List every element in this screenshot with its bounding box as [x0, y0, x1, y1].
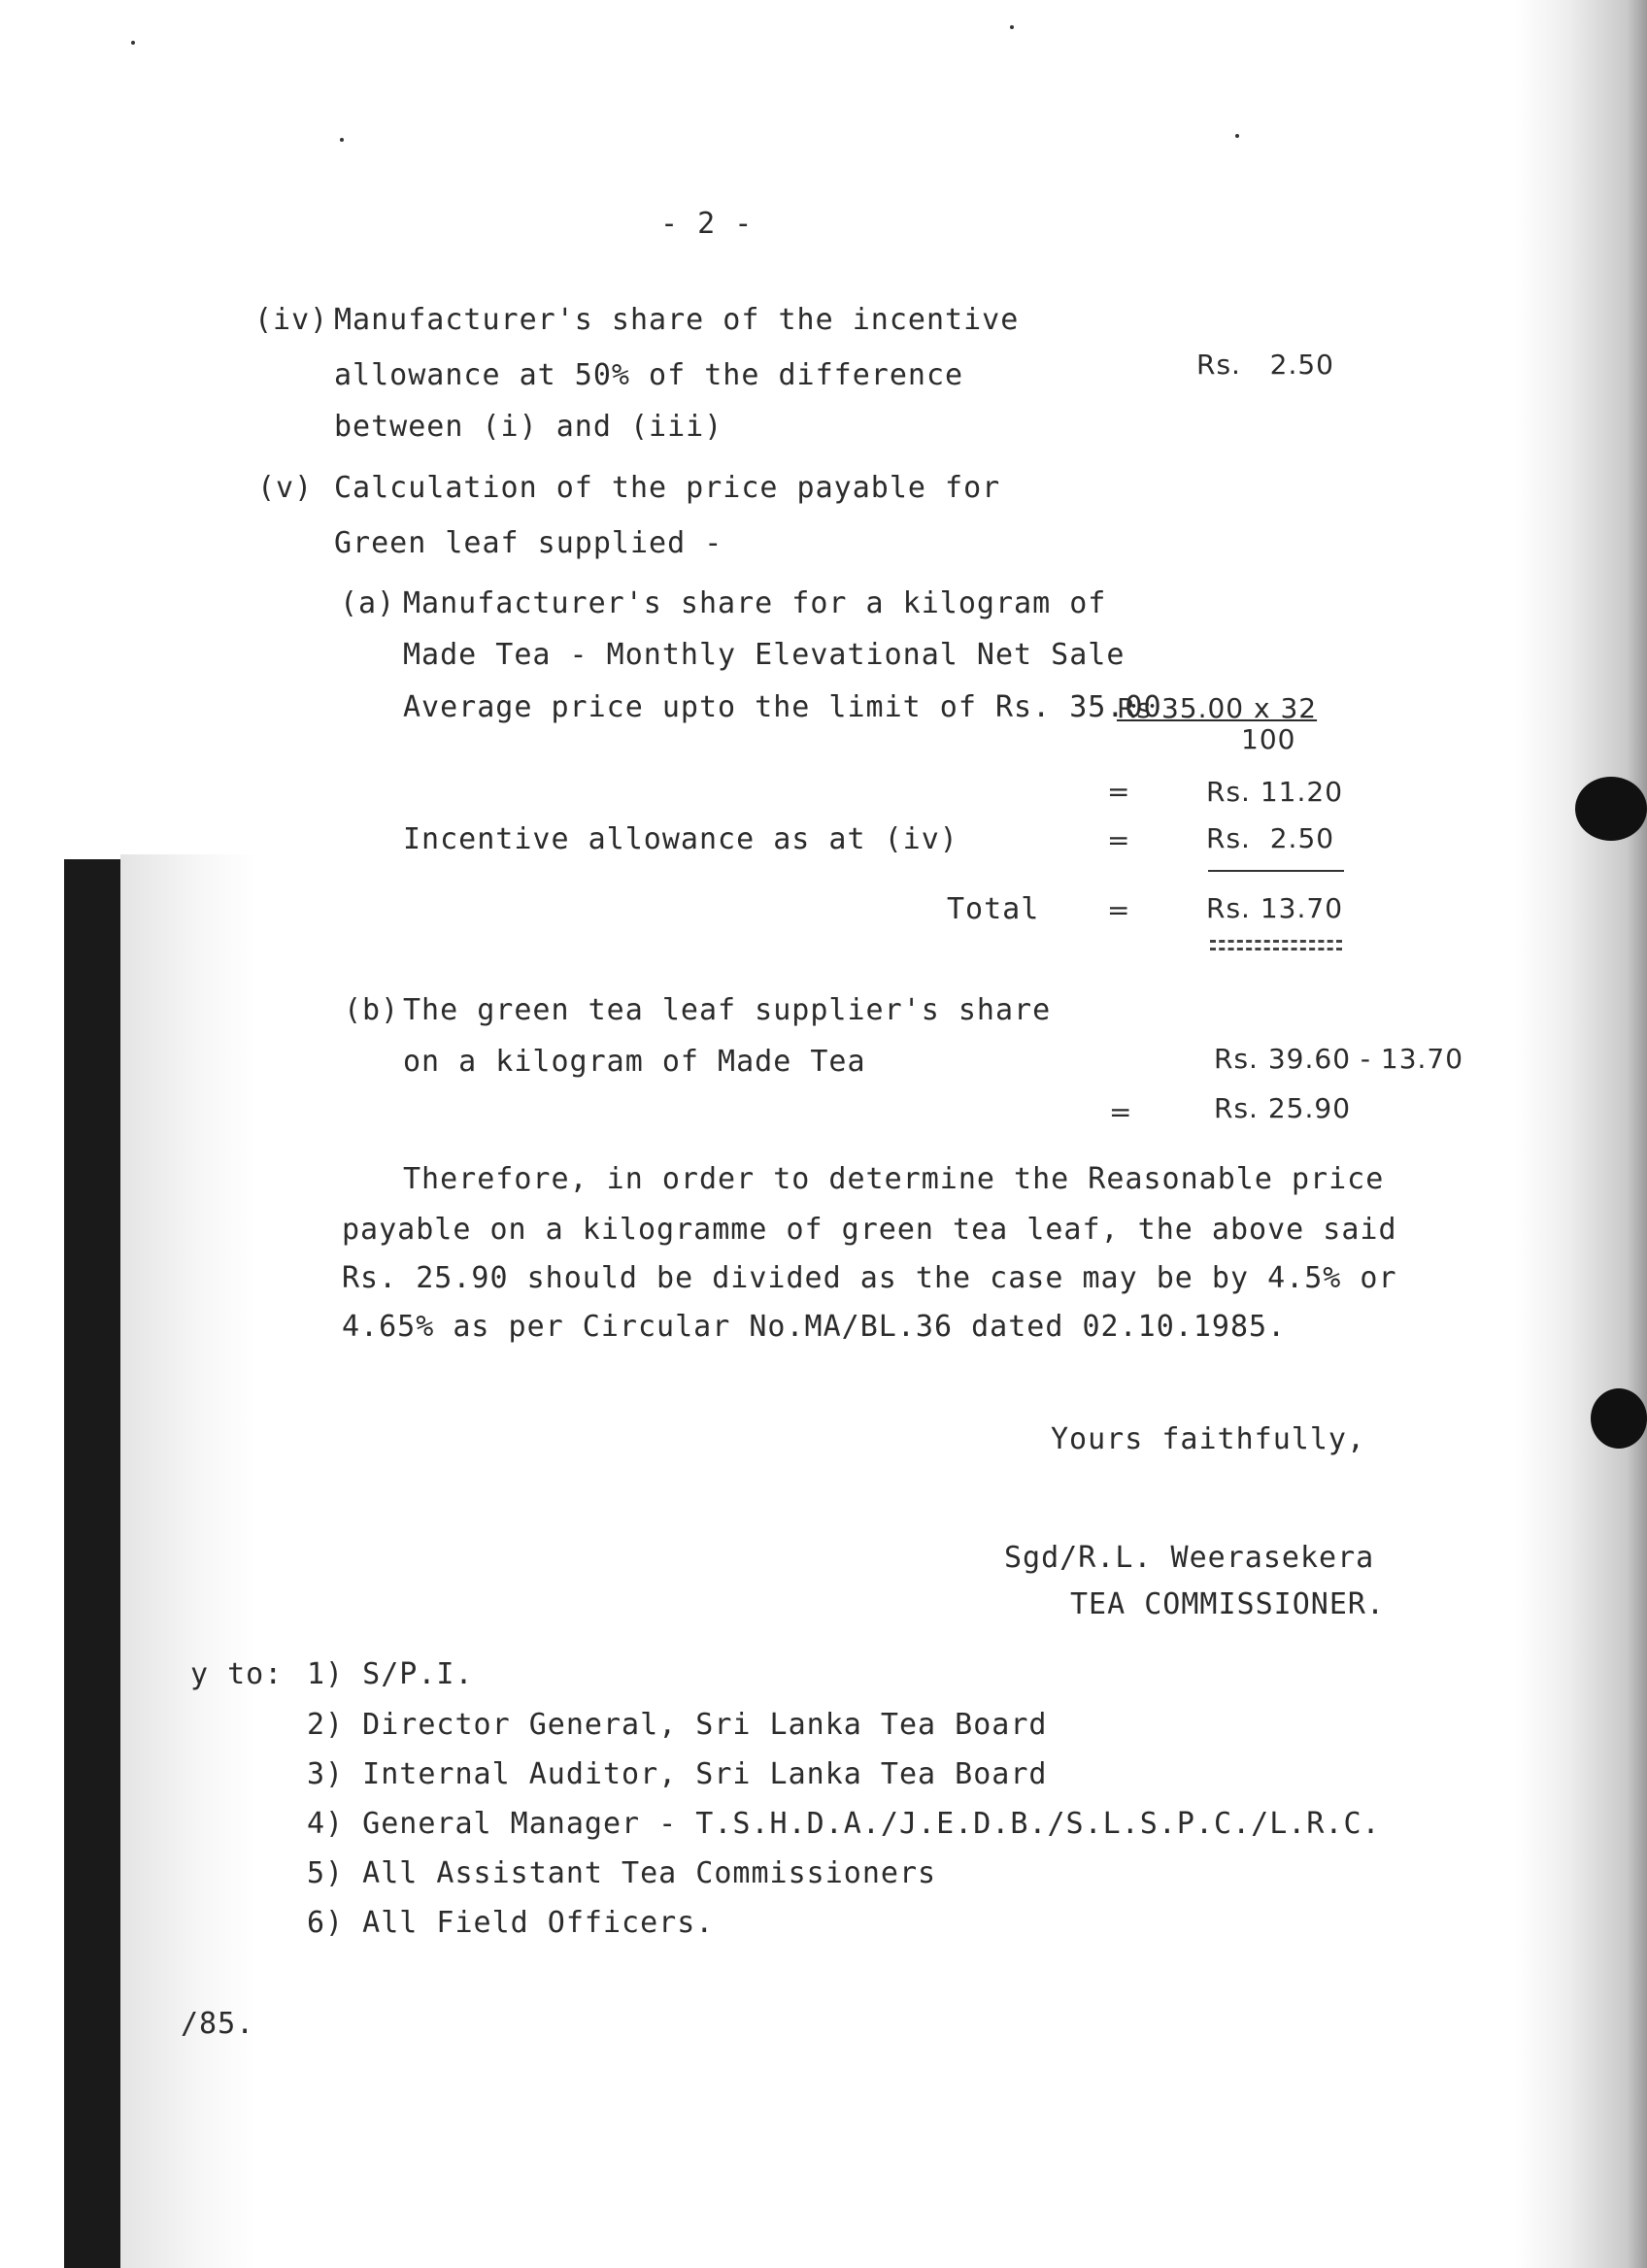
- formula-denominator: 100: [1241, 723, 1296, 755]
- supplier-share-result: Rs. 25.90: [1214, 1092, 1352, 1124]
- item-iv-line-1: Manufacturer's share of the incentive: [334, 303, 1020, 337]
- total-rule: [1208, 870, 1344, 872]
- scan-left-dark-edge: [64, 859, 120, 2268]
- reference-fragment: /85.: [181, 2007, 255, 2041]
- double-underline: [1210, 940, 1342, 943]
- equals-sign: =: [1107, 824, 1131, 856]
- item-iv-line-2: allowance at 50% of the difference: [334, 358, 964, 392]
- sub-a-line-2: Made Tea - Monthly Elevational Net Sale: [403, 638, 1126, 672]
- sub-a-label: (a): [340, 586, 396, 620]
- speck: [1010, 25, 1014, 29]
- formula-numerator: Rs 35.00 x 32: [1117, 692, 1318, 724]
- manufacturer-share-result: Rs. 11.20: [1206, 776, 1344, 808]
- item-v-line-2: Green leaf supplied -: [334, 526, 723, 560]
- total-amount: Rs. 13.70: [1206, 892, 1344, 924]
- double-underline: [1210, 948, 1342, 951]
- paragraph-line-3: Rs. 25.90 should be divided as the case may be by 4.5% or: [342, 1261, 1397, 1295]
- valediction: Yours faithfully,: [1051, 1422, 1366, 1456]
- item-iv-line-3: between (i) and (iii): [334, 410, 723, 444]
- copy-to-item: 1) S/P.I.: [307, 1657, 474, 1691]
- item-v-line-1: Calculation of the price payable for: [334, 471, 1001, 505]
- incentive-allowance-amount: Rs. 2.50: [1206, 822, 1335, 854]
- signatory-title: TEA COMMISSIONER.: [1070, 1587, 1386, 1621]
- copy-to-item: 2) Director General, Sri Lanka Tea Board: [307, 1708, 1048, 1742]
- paragraph-line-4: 4.65% as per Circular No.MA/BL.36 dated 02.10.1985.: [342, 1310, 1287, 1344]
- sub-b-line-2: on a kilogram of Made Tea: [403, 1045, 866, 1079]
- signature: Sgd/R.L. Weerasekera: [1004, 1541, 1375, 1575]
- sub-b-label: (b): [344, 993, 400, 1027]
- incentive-allowance-label: Incentive allowance as at (iv): [403, 822, 958, 856]
- equals-sign: =: [1107, 776, 1131, 808]
- item-iv-label: (iv): [254, 303, 329, 337]
- paragraph-line-2: payable on a kilogramme of green tea leaf, the above said: [342, 1213, 1397, 1247]
- speck: [340, 138, 344, 142]
- item-v-label: (v): [257, 471, 314, 505]
- equals-sign: =: [1109, 1096, 1133, 1128]
- supplier-share-calculation: Rs. 39.60 - 13.70: [1214, 1043, 1464, 1075]
- sub-a-line-3: Average price upto the limit of Rs. 35.00: [403, 690, 1162, 724]
- speck: [131, 41, 135, 45]
- copy-to-item: 3) Internal Auditor, Sri Lanka Tea Board: [307, 1757, 1048, 1791]
- copy-to-item: 4) General Manager - T.S.H.D.A./J.E.D.B./S.L.S.P.C./L.R.C.: [307, 1807, 1381, 1841]
- ink-blot-upper-right: [1575, 777, 1647, 841]
- scan-left-paper-fold: [120, 854, 256, 2268]
- copy-to-label: y to:: [190, 1657, 284, 1691]
- paragraph-line-1: Therefore, in order to determine the Reasonable price: [403, 1162, 1385, 1196]
- scan-right-shadow: [1515, 0, 1647, 2268]
- equals-sign: =: [1107, 894, 1131, 926]
- item-iv-amount: Rs. 2.50: [1196, 349, 1334, 381]
- sub-a-line-1: Manufacturer's share for a kilogram of: [403, 586, 1107, 620]
- copy-to-item: 5) All Assistant Tea Commissioners: [307, 1856, 937, 1890]
- total-label: Total: [947, 892, 1040, 926]
- ink-blot-lower-right: [1591, 1388, 1647, 1449]
- sub-b-line-1: The green tea leaf supplier's share: [403, 993, 1052, 1027]
- speck: [1235, 134, 1239, 138]
- page-number: - 2 -: [660, 207, 754, 241]
- copy-to-item: 6) All Field Officers.: [307, 1906, 715, 1940]
